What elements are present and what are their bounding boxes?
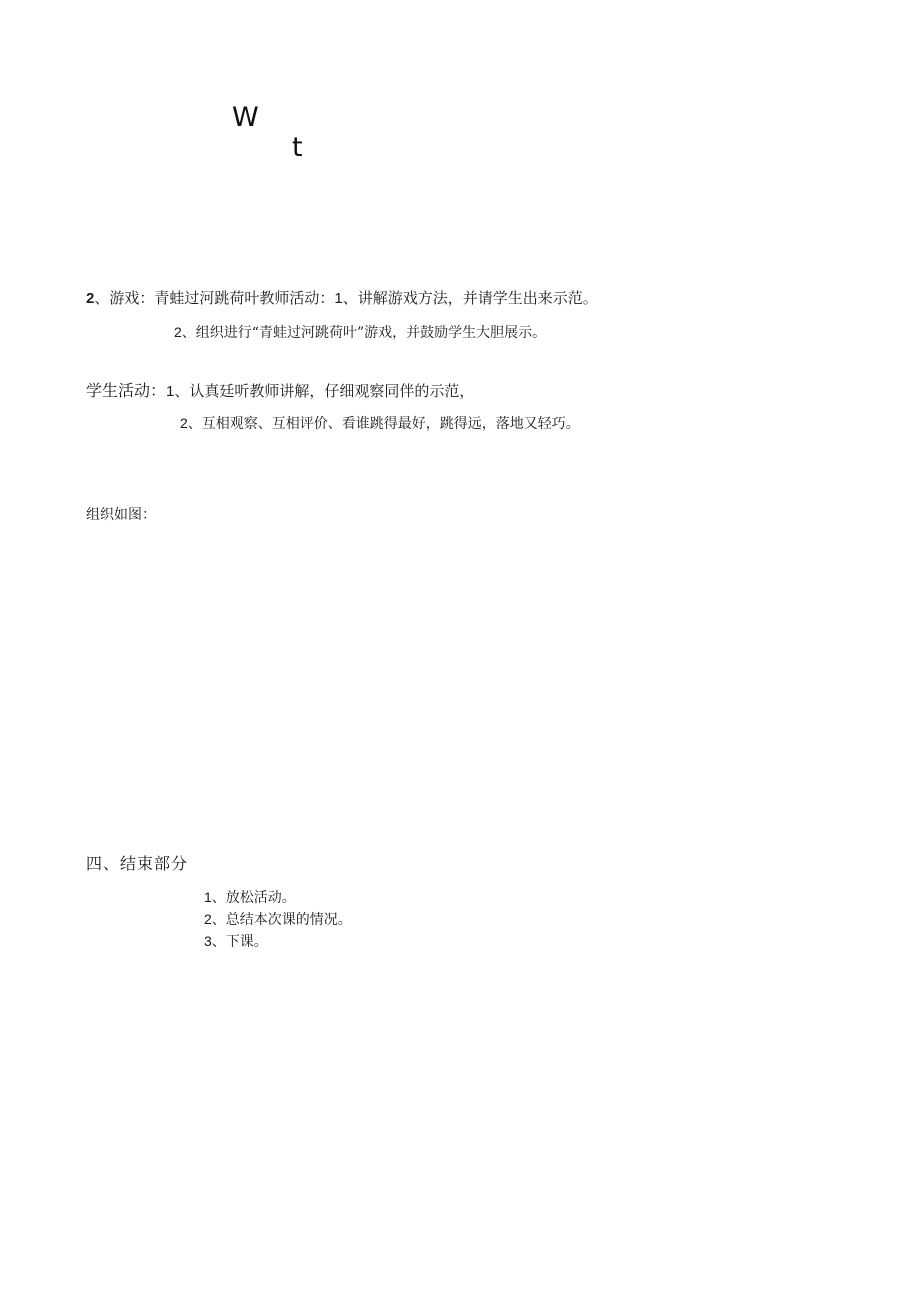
stray-letter-t: t: [292, 132, 303, 163]
ending-list-item: [204, 933, 268, 951]
teacher-step1-text: 、讲解游戏方法，并请学生出来示范。: [342, 289, 598, 307]
game-teacher-activity-line: [86, 289, 598, 308]
ending-list-item: [204, 889, 296, 907]
student-step2-line: [180, 415, 580, 433]
ending-item-text: 、放松活动。: [211, 890, 296, 906]
game-intro-text: 、游戏：青蛙过河跳荷叶教师活动：: [94, 289, 335, 307]
ending-item-number: 2: [204, 911, 212, 927]
student-step2-number: 2: [180, 415, 188, 431]
teacher-step1-number: 1: [334, 290, 343, 307]
game-section-number: 2: [86, 290, 95, 307]
student-activity-line: [86, 381, 474, 401]
ending-item-text: 、总结本次课的情况。: [211, 912, 352, 928]
student-step1-text: 、认真廷听教师讲解，仔细观察同伴的示范，: [174, 382, 475, 400]
student-activity-label: 学生活动：: [86, 381, 167, 400]
teacher-step2-text: 、组织进行“青蛙过河跳荷叶”游戏，并鼓励学生大胆展示。: [181, 325, 547, 341]
student-step1-number: 1: [166, 383, 175, 400]
teacher-step2-number: 2: [174, 324, 182, 340]
organization-diagram-area: [86, 540, 826, 830]
ending-item-number: 3: [204, 933, 212, 949]
organization-label: 组织如图：: [86, 507, 156, 523]
ending-list-item: [204, 911, 352, 929]
teacher-step2-line: [174, 324, 546, 342]
student-step2-text: 、互相观察、互相评价、看谁跳得最好，跳得远，落地又轻巧。: [187, 416, 580, 432]
ending-item-text: 、下课。: [211, 934, 268, 950]
ending-section-heading: 四、结束部分: [86, 854, 189, 873]
stray-letter-w: W: [232, 102, 259, 133]
ending-item-number: 1: [204, 889, 212, 905]
